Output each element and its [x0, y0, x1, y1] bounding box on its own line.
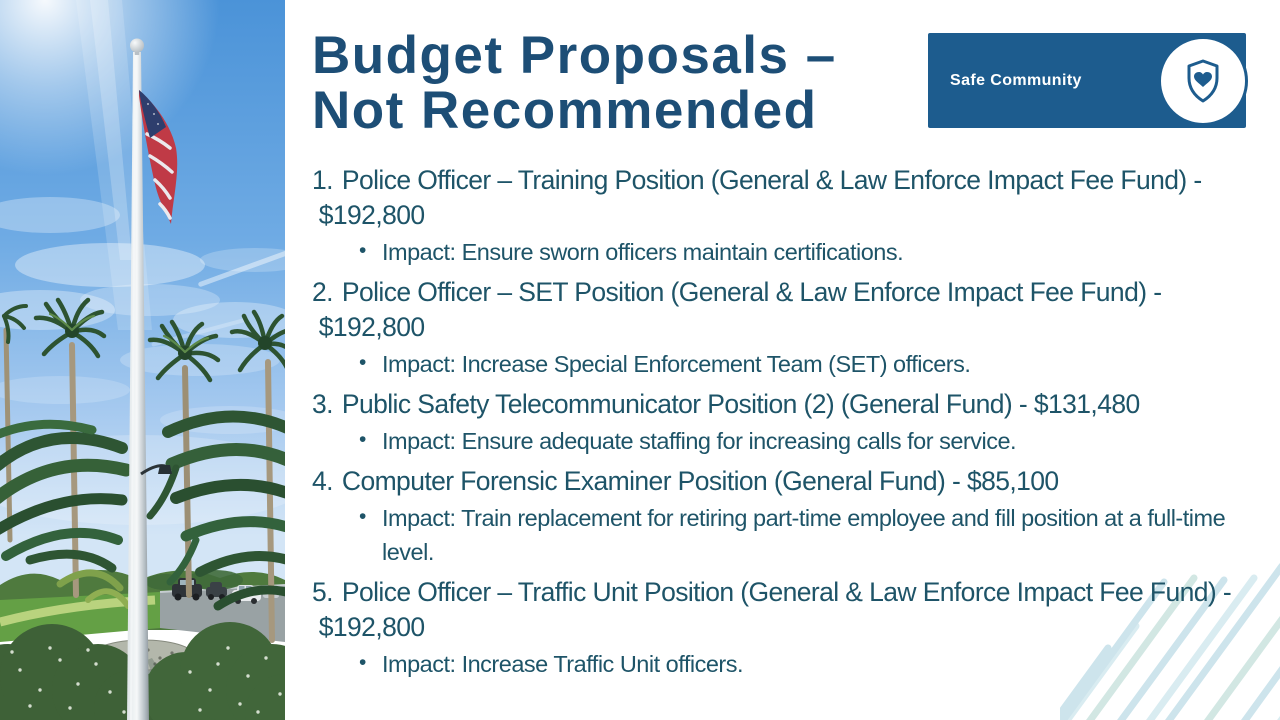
- page-title: [312, 28, 837, 138]
- impact-text: Impact: Increase Special Enforcement Team (SET) officers.: [382, 351, 971, 377]
- item-label: Police Officer – Training Position (General & Law Enforce Impact Fee Fund) - $192,800: [312, 165, 1202, 230]
- item-title: [312, 464, 1264, 499]
- item-title: [312, 387, 1264, 422]
- bullet-dot: •: [359, 239, 366, 262]
- item-number: 4.: [312, 466, 333, 496]
- item-label: Computer Forensic Examiner Position (General Fund) - $85,100: [341, 466, 1059, 496]
- title-line2: Not Recommended: [312, 81, 818, 140]
- bullet-dot: •: [359, 351, 366, 374]
- list-item: [312, 163, 1264, 269]
- shield-heart-icon: [1181, 57, 1225, 105]
- bullet-dot: •: [359, 651, 366, 674]
- bullet-dot: •: [359, 505, 366, 528]
- item-number: 5.: [312, 577, 333, 607]
- item-title: [312, 575, 1264, 645]
- item-number: 2.: [312, 277, 333, 307]
- item-impact: [312, 347, 1264, 381]
- item-impact: [312, 424, 1264, 458]
- impact-text: Impact: Ensure adequate staffing for increasing calls for service.: [382, 428, 1017, 454]
- title-line1: Budget Proposals –: [312, 26, 837, 85]
- item-impact: [312, 647, 1264, 681]
- list-item: [312, 575, 1264, 681]
- list-item: [312, 275, 1264, 381]
- item-label: Public Safety Telecommunicator Position (2) (General Fund) - $131,480: [341, 389, 1140, 419]
- impact-text: Impact: Train replacement for retiring part-time employee and fill position at a full-time level.: [382, 505, 1226, 565]
- safe-community-badge: [928, 33, 1246, 128]
- badge-label: Safe Community: [950, 71, 1082, 89]
- list-item: [312, 464, 1264, 569]
- flagpole-ball: [130, 39, 144, 53]
- item-title: [312, 163, 1264, 233]
- item-label: Police Officer – SET Position (General & Law Enforce Impact Fee Fund) - $192,800: [312, 277, 1162, 342]
- bullet-dot: •: [359, 428, 366, 451]
- badge-circle: [1158, 36, 1248, 126]
- item-label: Police Officer – Traffic Unit Position (General & Law Enforce Impact Fee Fund) - $192,800: [312, 577, 1232, 642]
- flag-photo: [0, 0, 285, 720]
- item-title: [312, 275, 1264, 345]
- item-number: 1.: [312, 165, 333, 195]
- flag-photo-scene: [0, 0, 285, 720]
- impact-text: Impact: Ensure sworn officers maintain certifications.: [382, 239, 904, 265]
- item-impact: [312, 501, 1264, 569]
- impact-text: Impact: Increase Traffic Unit officers.: [382, 651, 743, 677]
- item-impact: [312, 235, 1264, 269]
- item-number: 3.: [312, 389, 333, 419]
- list-item: [312, 387, 1264, 458]
- proposal-list: [312, 163, 1264, 681]
